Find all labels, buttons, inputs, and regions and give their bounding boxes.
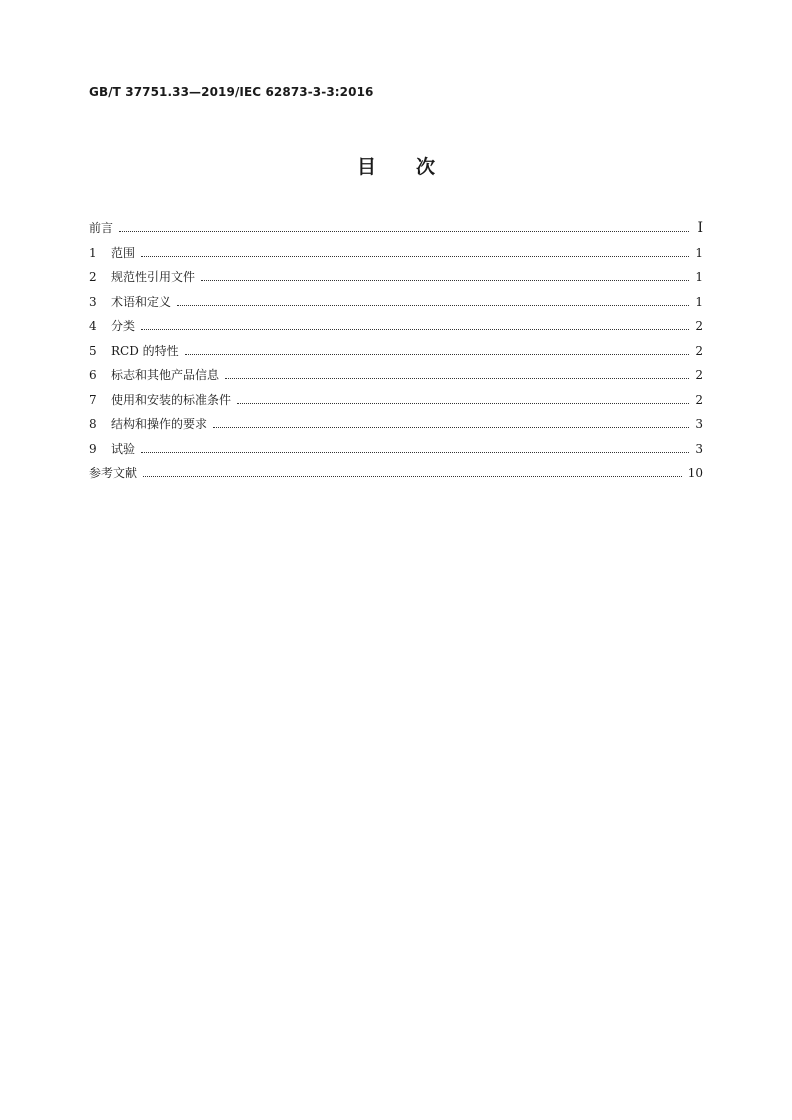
toc-entry-bibliography[interactable] [89, 461, 703, 486]
toc-entry-page: 2 [695, 319, 703, 333]
toc-leader-dots [225, 377, 689, 379]
toc-entry-label: 使用和安装的标准条件 [111, 392, 232, 407]
toc-entry-label: 范围 [111, 245, 136, 260]
toc-entry-terms-definitions[interactable] [89, 290, 703, 315]
toc-entry-page: 1 [695, 270, 703, 284]
toc-entry-page: 10 [687, 466, 703, 480]
toc-entry-label: 术语和定义 [111, 294, 172, 309]
toc-entry-number: 4 [89, 319, 97, 333]
table-of-contents [89, 216, 703, 486]
toc-entry-label: 参考文献 [89, 466, 138, 480]
toc-leader-dots [177, 304, 689, 306]
toc-entry-marking[interactable] [89, 363, 703, 388]
toc-leader-dots [119, 230, 689, 232]
toc-entry-label: 前言 [89, 221, 114, 235]
toc-leader-dots [185, 353, 689, 355]
toc-entry-number: 3 [89, 294, 97, 309]
toc-entry-number: 5 [89, 343, 97, 358]
toc-entry-page: I [697, 220, 703, 236]
document-header-standard-code: GB/T 37751.33—2019/IEC 62873-3-3:2016 [89, 85, 374, 99]
toc-entry-number: 1 [89, 245, 97, 260]
toc-entry-page: 2 [695, 343, 703, 358]
toc-entry-number: 9 [89, 441, 97, 456]
toc-entry-foreword[interactable] [89, 216, 703, 241]
toc-entry-label: 结构和操作的要求 [111, 417, 208, 431]
toc-entry-page: 1 [695, 294, 703, 309]
page-title: 目次 [356, 156, 475, 178]
toc-leader-dots [143, 475, 682, 477]
toc-leader-dots [141, 255, 689, 257]
toc-entry-service-conditions[interactable] [89, 388, 703, 413]
toc-entry-classification[interactable] [89, 314, 703, 339]
toc-entry-scope[interactable] [89, 241, 703, 266]
toc-leader-dots [201, 279, 689, 281]
toc-entry-label: RCD 的特性 [111, 343, 179, 358]
toc-entry-label: 标志和其他产品信息 [111, 368, 220, 382]
toc-entry-normative-references[interactable] [89, 265, 703, 290]
toc-entry-page: 3 [695, 441, 703, 456]
toc-leader-dots [141, 328, 689, 330]
toc-entry-number: 8 [89, 417, 97, 431]
toc-entry-number: 2 [89, 270, 97, 284]
toc-entry-number: 7 [89, 392, 97, 407]
toc-entry-tests[interactable] [89, 437, 703, 462]
toc-entry-label: 试验 [111, 441, 136, 456]
toc-entry-page: 2 [695, 392, 703, 407]
toc-entry-label: 规范性引用文件 [111, 270, 196, 284]
toc-entry-construction-requirements[interactable] [89, 412, 703, 437]
toc-entry-page: 2 [695, 368, 703, 382]
toc-entry-page: 1 [695, 245, 703, 260]
toc-leader-dots [213, 426, 689, 428]
toc-leader-dots [141, 451, 689, 453]
toc-entry-number: 6 [89, 368, 97, 382]
toc-entry-page: 3 [695, 417, 703, 431]
toc-entry-rcd-characteristics[interactable] [89, 339, 703, 364]
toc-leader-dots [237, 402, 689, 404]
toc-entry-label: 分类 [111, 319, 136, 333]
